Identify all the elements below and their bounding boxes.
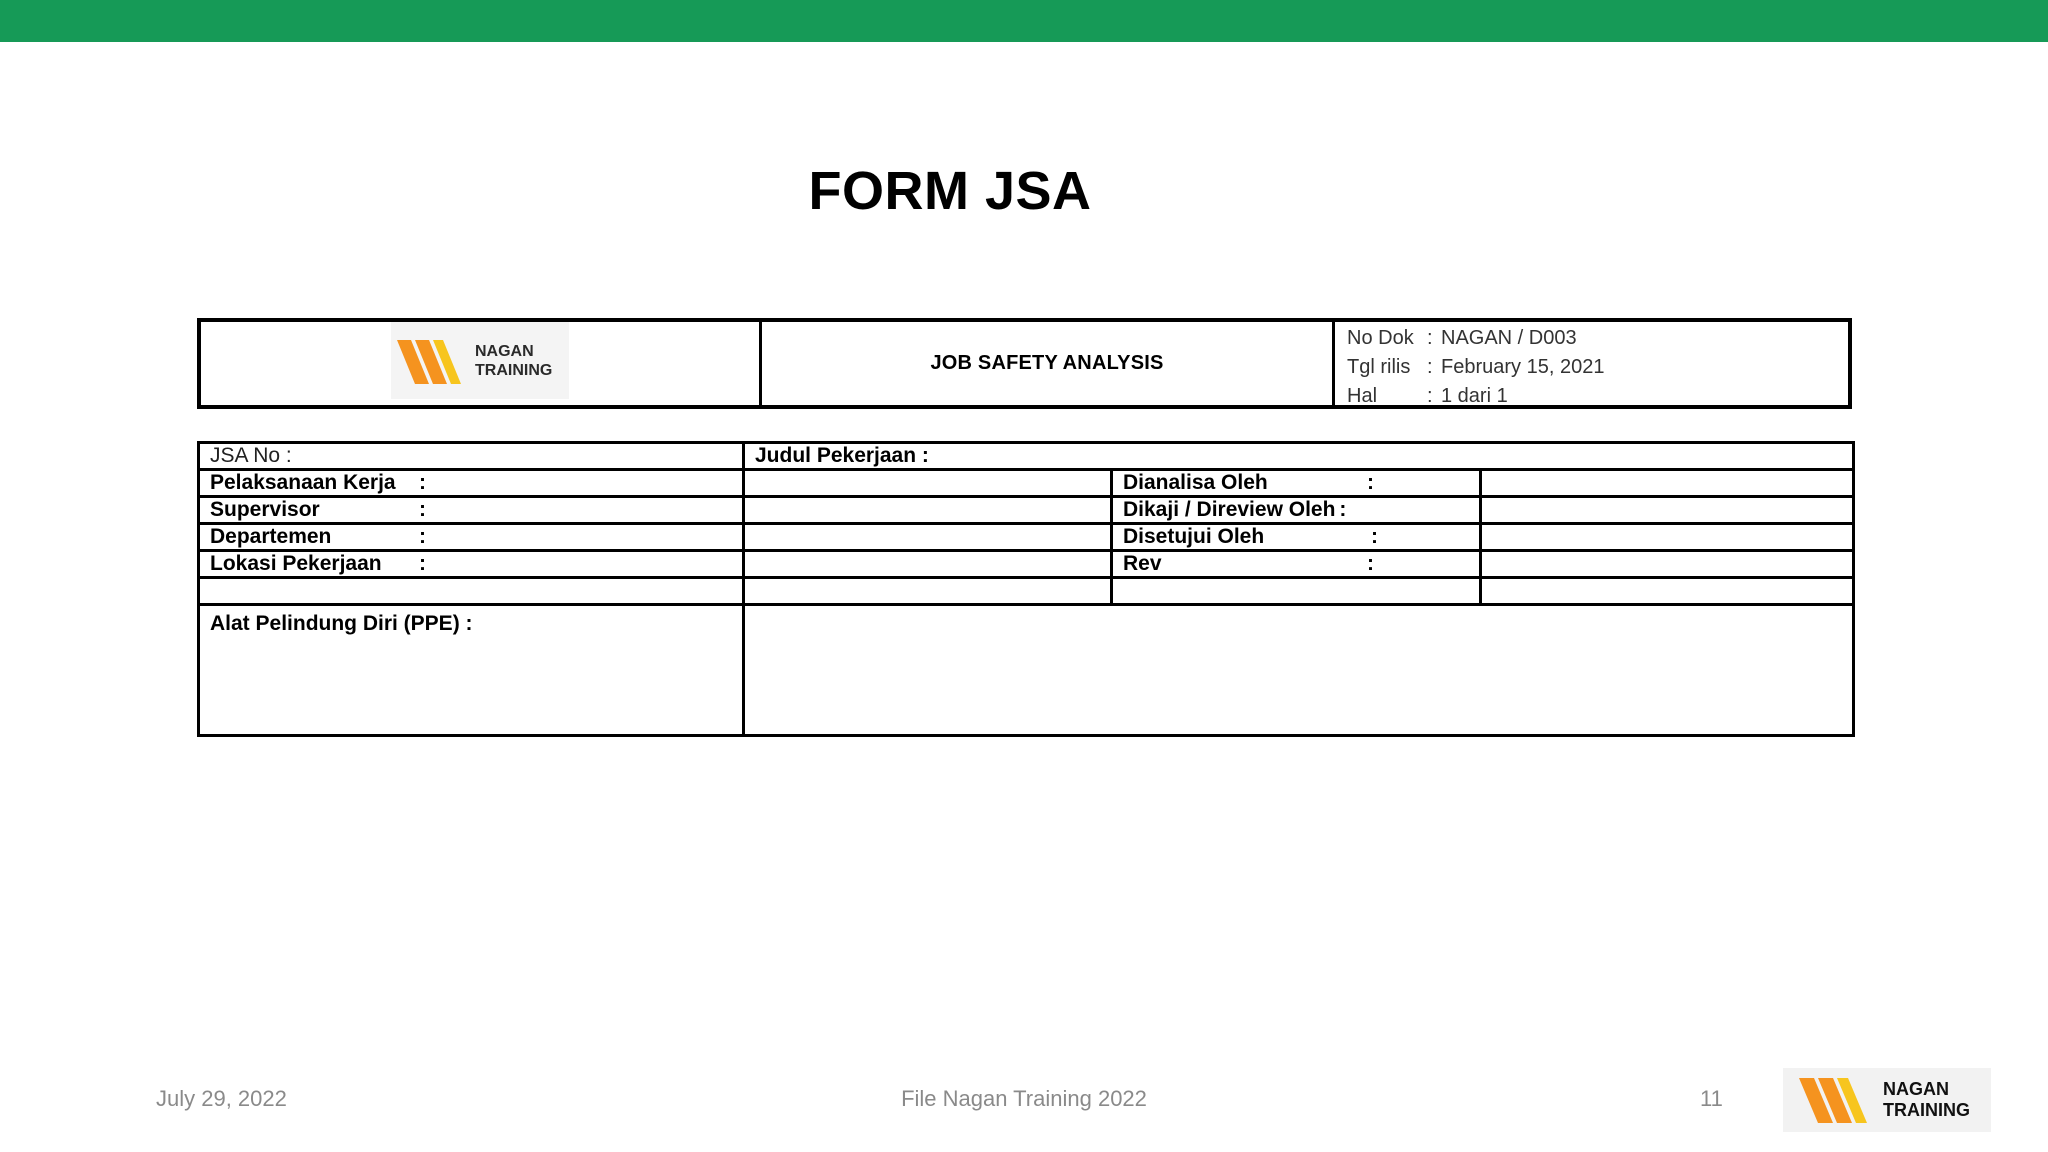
row-label: Lokasi Pekerjaan : bbox=[199, 551, 744, 578]
table-row bbox=[199, 578, 1854, 605]
footer-text: File Nagan Training 2022 bbox=[901, 1086, 1147, 1111]
footer-date: July 29, 2022 bbox=[156, 1086, 287, 1111]
value-cell[interactable] bbox=[1481, 551, 1854, 578]
row-label: Departemen : bbox=[199, 524, 744, 551]
ppe-value-cell[interactable] bbox=[744, 605, 1854, 736]
company-logo bbox=[391, 322, 569, 399]
row-label: Supervisor : bbox=[199, 497, 744, 524]
value-cell[interactable] bbox=[744, 497, 1112, 524]
slide-title: FORM JSA bbox=[808, 161, 1092, 221]
value-cell[interactable] bbox=[1481, 578, 1854, 605]
table-row bbox=[199, 605, 1854, 736]
value-cell[interactable] bbox=[744, 578, 1112, 605]
value-cell[interactable] bbox=[1481, 497, 1854, 524]
row-label: Dikaji / Direview Oleh : bbox=[1112, 497, 1481, 524]
jsa-number-label: JSA No : bbox=[199, 443, 744, 470]
stripes-logo-icon bbox=[395, 334, 467, 388]
logo-wordmark: NAGAN TRAINING bbox=[1883, 1079, 1970, 1120]
jsa-header-table bbox=[197, 318, 1852, 409]
value-cell[interactable] bbox=[744, 524, 1112, 551]
value-cell[interactable] bbox=[744, 551, 1112, 578]
row-label: Pelaksanaan Kerja : bbox=[199, 470, 744, 497]
header-title: JOB SAFETY ANALYSIS bbox=[762, 322, 1335, 405]
value-cell[interactable] bbox=[1481, 524, 1854, 551]
header-meta bbox=[1335, 322, 1848, 405]
meta-doc-number: No Dok : NAGAN / D003 bbox=[1347, 327, 1577, 349]
table-row bbox=[199, 470, 1854, 497]
value-cell[interactable] bbox=[744, 470, 1112, 497]
row-label: Dianalisa Oleh : bbox=[1112, 470, 1481, 497]
value-cell[interactable] bbox=[1481, 470, 1854, 497]
empty-cell bbox=[199, 578, 744, 605]
footer-logo bbox=[1783, 1068, 1991, 1132]
row-label: Rev : bbox=[1112, 551, 1481, 578]
logo-wordmark: NAGAN TRAINING bbox=[475, 342, 553, 379]
jsa-details-table bbox=[197, 441, 1855, 737]
table-row bbox=[199, 551, 1854, 578]
job-title-label: Judul Pekerjaan : bbox=[744, 443, 1854, 470]
top-accent-bar bbox=[0, 0, 2048, 42]
header-logo-cell bbox=[201, 322, 762, 405]
table-row bbox=[199, 524, 1854, 551]
stripes-logo-icon bbox=[1797, 1073, 1873, 1127]
meta-page: Hal : 1 dari 1 bbox=[1347, 385, 1508, 407]
table-row bbox=[199, 443, 1854, 470]
page-number: 11 bbox=[1700, 1086, 1723, 1111]
meta-release-date: Tgl rilis : February 15, 2021 bbox=[1347, 356, 1605, 378]
table-row bbox=[199, 497, 1854, 524]
value-cell[interactable] bbox=[1112, 578, 1481, 605]
ppe-label: Alat Pelindung Diri (PPE) : bbox=[199, 605, 744, 736]
row-label: Disetujui Oleh : bbox=[1112, 524, 1481, 551]
